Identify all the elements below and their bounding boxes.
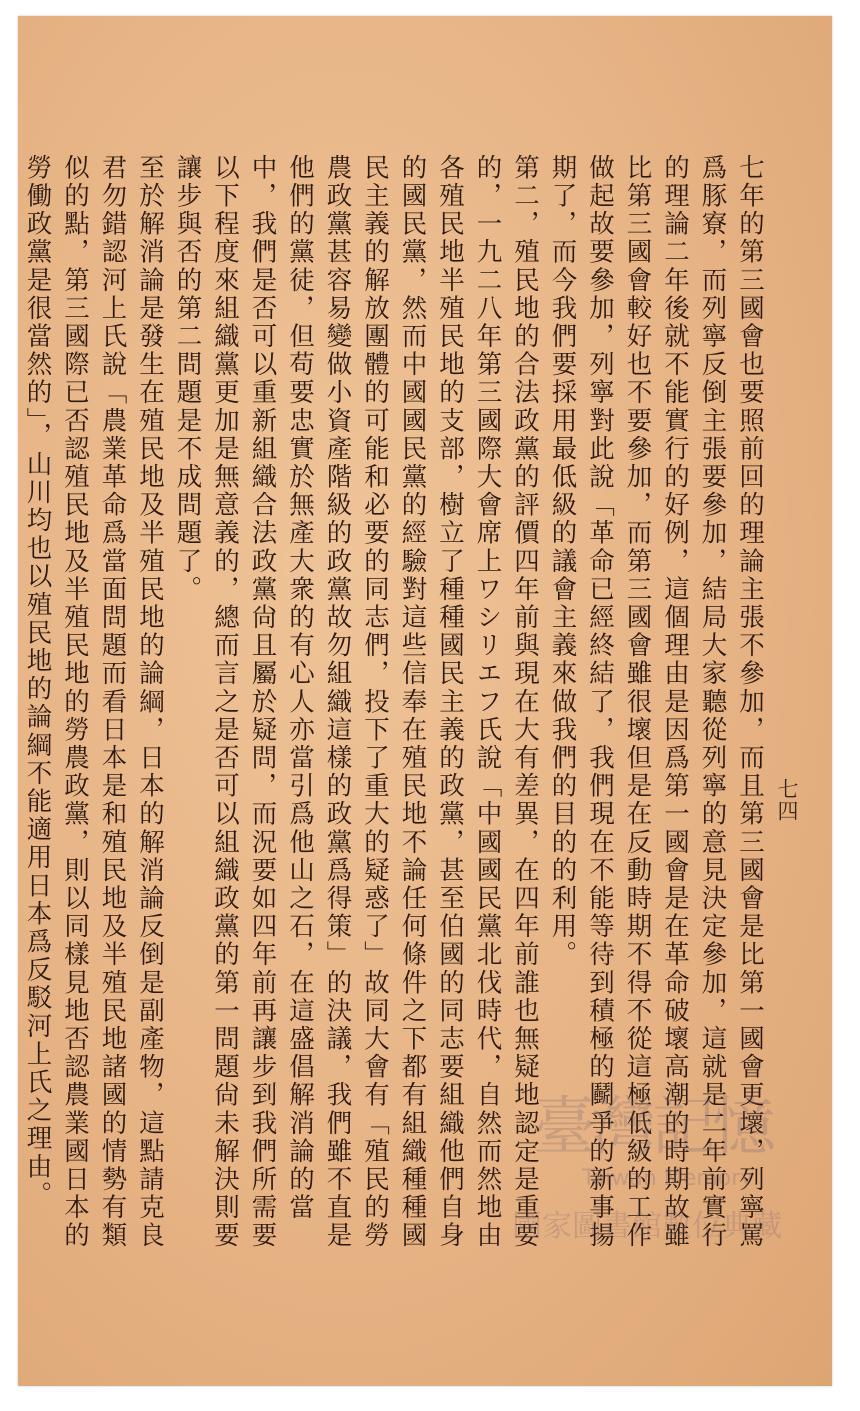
paragraph-1: 七年的第三國會也要照前回的理論主張不參加，而且第三國會是比第一國會更壞，列寧罵爲豚寮，而列寧反倒主張要參加，結局大家聽從列寧的意見決定參加，這就是二年前實行的理論二年後就不能實行的好例，這個理由是因爲第一國會是在革命破壞高潮的時期故雖比第三國會較好也不要參加，而第三國會雖很壞但是在反動時期不得不從這極低級的工作做起故要參加，列寧對此說「革命已經終結了，我們現在不能等待到積極的鬬爭的新事揚期了，而今我們要採用最低級的議會主義來做我們的目的的利用。 — [547, 154, 765, 1250]
book-page — [18, 16, 832, 1386]
watermark-english: Taiwan Memory — [582, 1166, 754, 1191]
paragraph-3: 至於解消論是發生在殖民地及半殖民地的論綱，日本的解消論反倒是副產物，這點請克良君勿錯認河上氏說「農業革命爲當面問題而看日本是和殖民地及半殖民地諸國的情勢有類似的點，第三國際已否認殖民地及半殖民地的勞農政黨，則以同樣見地否認農業國日本的勞働政黨是很當然的」，山川均也以殖民地的論綱不能適用日本爲反駁河上氏之理由。 — [22, 154, 165, 1250]
watermark-institution: 國家圖書館數位典藏 — [512, 1209, 782, 1244]
paragraph-2: 第二，殖民地的合法政黨的評價四年前與現在大有差異，在四年前誰也無疑地認定是重要的，一九二八年第三國際大會席上ワシリエフ氏說「中國國民黨北伐時代，自然而然地由各殖民地半殖民地的支部，樹立了種種國民主義的政黨，甚至伯國的同志要組織他們自身的國民黨，然而中國國民黨的經驗對這些信奉在殖民地不論任何條件之下都有組織種種國民主義的解放團體的可能和必要的同志們，投下了重大的疑惑了」故同大會有「殖民的勞農政黨甚容易變做小資產階級的政黨故勿組織這樣的政黨爲得策」的決議，我們雖不直是他們的黨徒，但苟要忠實於無產大衆的有心人亦當引爲他山之石，在這盛倡解消論的當中，我們是否可以重新組織合法政黨尙且屬於疑問，而況要如四年前再讓步到我們所需要以下程度來組織黨更加是無意義的，總而言之是否可以組織政黨的第一問題尙未解決則要讓步與否的第二問題是不成問題了。 — [172, 154, 540, 1250]
page-number: 七四 — [775, 778, 799, 822]
vertical-text-body — [22, 154, 768, 1274]
watermark-title: 臺灣記憶 — [532, 1091, 772, 1165]
